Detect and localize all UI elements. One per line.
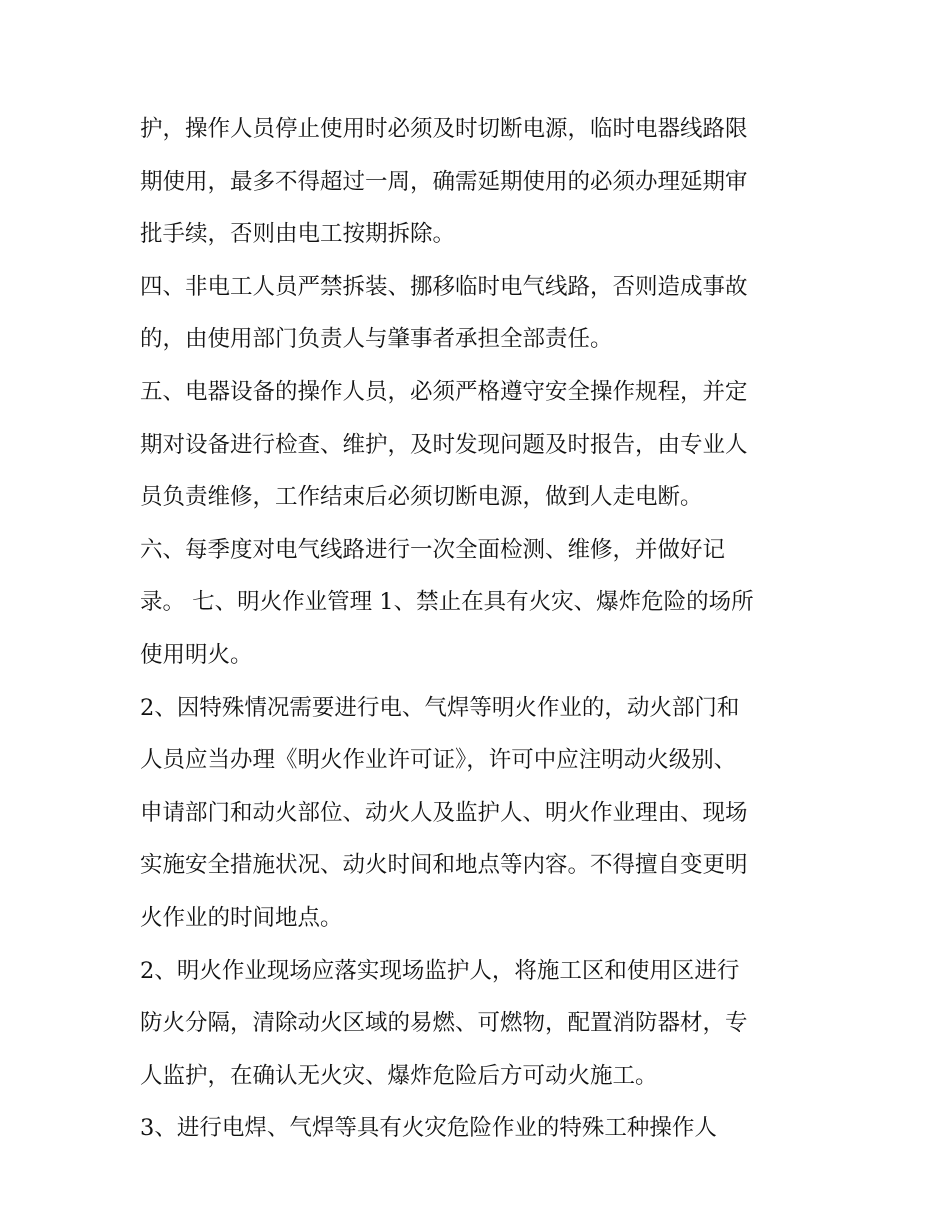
text-line: 五、电器设备的操作人员，必须严格遵守安全操作规程，并定	[140, 378, 748, 405]
text-line: 3、进行电焊、气焊等具有火灾危险作业的特殊工种操作人	[140, 1115, 717, 1142]
text-line: 防火分隔，清除动火区域的易燃、可燃物，配置消防器材，专	[140, 1010, 748, 1037]
text-line: 实施安全措施状况、动火时间和地点等内容。不得擅自变更明	[140, 852, 748, 879]
text-line: 期对设备进行检查、维护，及时发现问题及时报告，由专业人	[140, 431, 748, 458]
text-line: 人员应当办理《明火作业许可证》，许可中应注明动火级别、	[140, 747, 737, 774]
text-line: 护，操作人员停止使用时必须及时切断电源，临时电器线路限	[140, 116, 748, 142]
text-line: 人监护，在确认无火灾、爆炸危险后方可动火施工。	[140, 1062, 658, 1089]
text-line: 批手续，否则由电工按期拆除。	[140, 221, 456, 248]
text-line: 火作业的时间地点。	[140, 904, 343, 931]
document-body	[140, 103, 820, 1155]
text-line: 四、非电工人员严禁拆装、挪移临时电气线路，否则造成事故	[140, 273, 748, 300]
text-line: 期使用，最多不得超过一周，确需延期使用的必须办理延期审	[140, 168, 748, 195]
text-line: 2、因特殊情况需要进行电、气焊等明火作业的，动火部门和	[140, 694, 740, 721]
text-line: 六、每季度对电气线路进行一次全面检测、维修，并做好记	[140, 536, 726, 563]
text-line: 使用明火。	[140, 641, 253, 668]
text-line: 2、明火作业现场应落实现场监护人，将施工区和使用区进行	[140, 957, 740, 984]
text-line: 的，由使用部门负责人与肇事者承担全部责任。	[140, 326, 613, 353]
text-line: 申请部门和动火部位、动火人及监护人、明火作业理由、现场	[140, 799, 748, 826]
text-line: 员负责维修，工作结束后必须切断电源，做到人走电断。	[140, 484, 703, 511]
text-line: 录。 七、明火作业管理 1、禁止在具有火灾、爆炸危险的场所	[140, 589, 754, 616]
